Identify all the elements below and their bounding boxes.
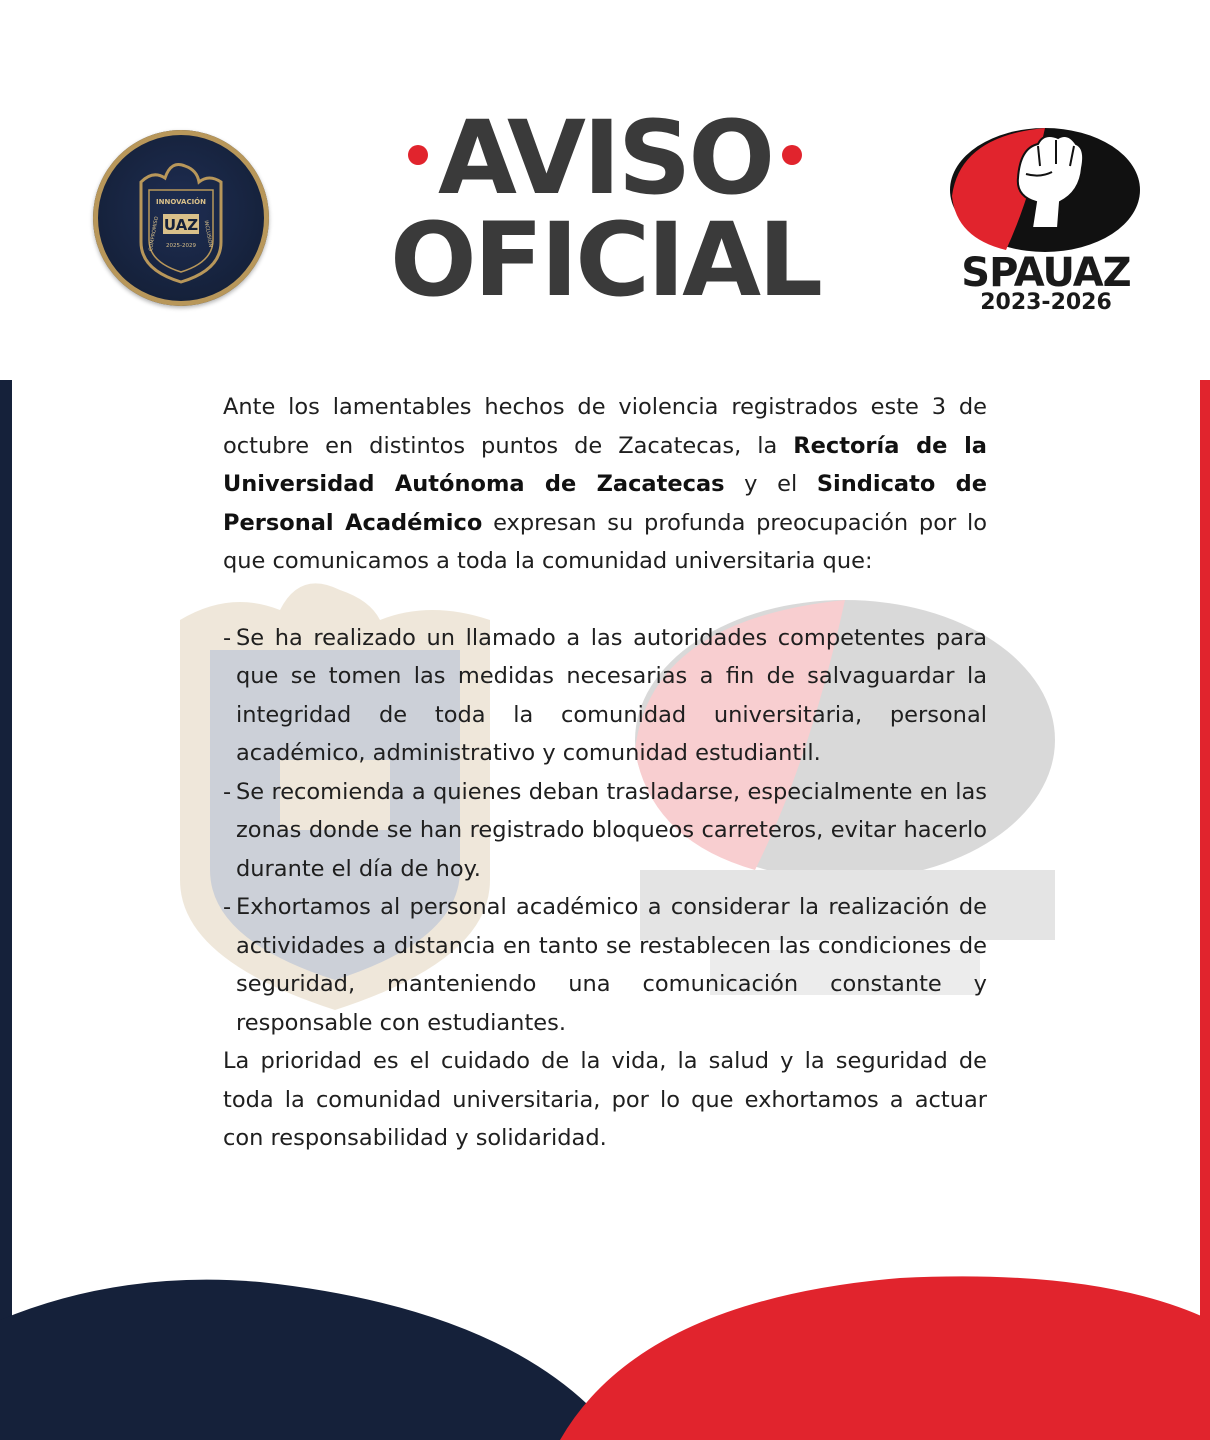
- right-red-stripe: [1200, 380, 1210, 1380]
- red-dot-left: [408, 145, 428, 165]
- svg-text:INNOVACIÓN: INNOVACIÓN: [156, 198, 206, 206]
- bullet-item-3: - Exhortamos al personal académico a considerar la realización de actividades a distancia en tanto se restablecen las condiciones de seguridad, manteniendo una comunicación constante y responsable con estudiantes.: [223, 888, 987, 1042]
- notice-body: [223, 388, 987, 1158]
- bullet-list: [223, 619, 987, 1043]
- sindicato-name: Sindicato de Personal Académico: [223, 471, 988, 536]
- bullet-item-2: - Se recomienda a quienes deban trasladarse, especialmente en las zonas donde se han registrado bloqueos carreteros, evitar hacerlo durante el día de hoy.: [223, 773, 987, 889]
- bullet-dash: -: [223, 894, 232, 920]
- bullet-dash: -: [223, 624, 232, 651]
- svg-text:UAZ: UAZ: [163, 216, 199, 234]
- closing-paragraph: La prioridad es el cuidado de la vida, la salud y la seguridad de toda la comunidad universitaria, por lo que exhortamos a actuar con responsabilidad y solidaridad.: [223, 1048, 987, 1151]
- spauaz-years: 2023-2026: [980, 290, 1112, 315]
- red-wave: [560, 1276, 1210, 1440]
- bullet-item-1: - Se ha realizado un llamado a las autoridades competentes para que se tomen las medidas necesarias a fin de salvaguardar la integridad de toda la comunidad universitaria, personal académico, administrativo y comunidad estudiantil.: [223, 619, 987, 773]
- intro-paragraph: Ante los lamentables hechos de violencia registrados este 3 de octubre en distintos puntos de Zacatecas, la Rectoría de la Universidad Autónoma de Zacatecas y el Sindicato de Personal Académico expresan su profunda preocupación por lo que comunicamos a toda la comunidad universitaria que:: [223, 394, 988, 574]
- bullet-dash: -: [223, 778, 232, 805]
- left-navy-stripe: [0, 380, 12, 1380]
- uaz-crest-icon: [93, 130, 269, 306]
- navy-wave: [0, 1280, 620, 1440]
- svg-text:COMPROMISO: COMPROMISO: [148, 216, 161, 252]
- svg-text:INCLUSIÓN: INCLUSIÓN: [202, 219, 214, 248]
- svg-text:2025-2029: 2025-2029: [166, 243, 196, 249]
- red-dot-right: [782, 145, 802, 165]
- title-line-oficial: OFICIAL: [389, 201, 821, 320]
- rectoria-name: Rectoría de la Universidad Autónoma de Zacatecas: [223, 432, 987, 497]
- uaz-logo: [93, 130, 269, 306]
- title-block: [380, 99, 830, 320]
- bottom-waves: [0, 1260, 1210, 1440]
- spauaz-name: SPAUAZ: [961, 250, 1131, 296]
- title-line-aviso: [380, 99, 830, 218]
- title-aviso-text: AVISO: [437, 99, 773, 218]
